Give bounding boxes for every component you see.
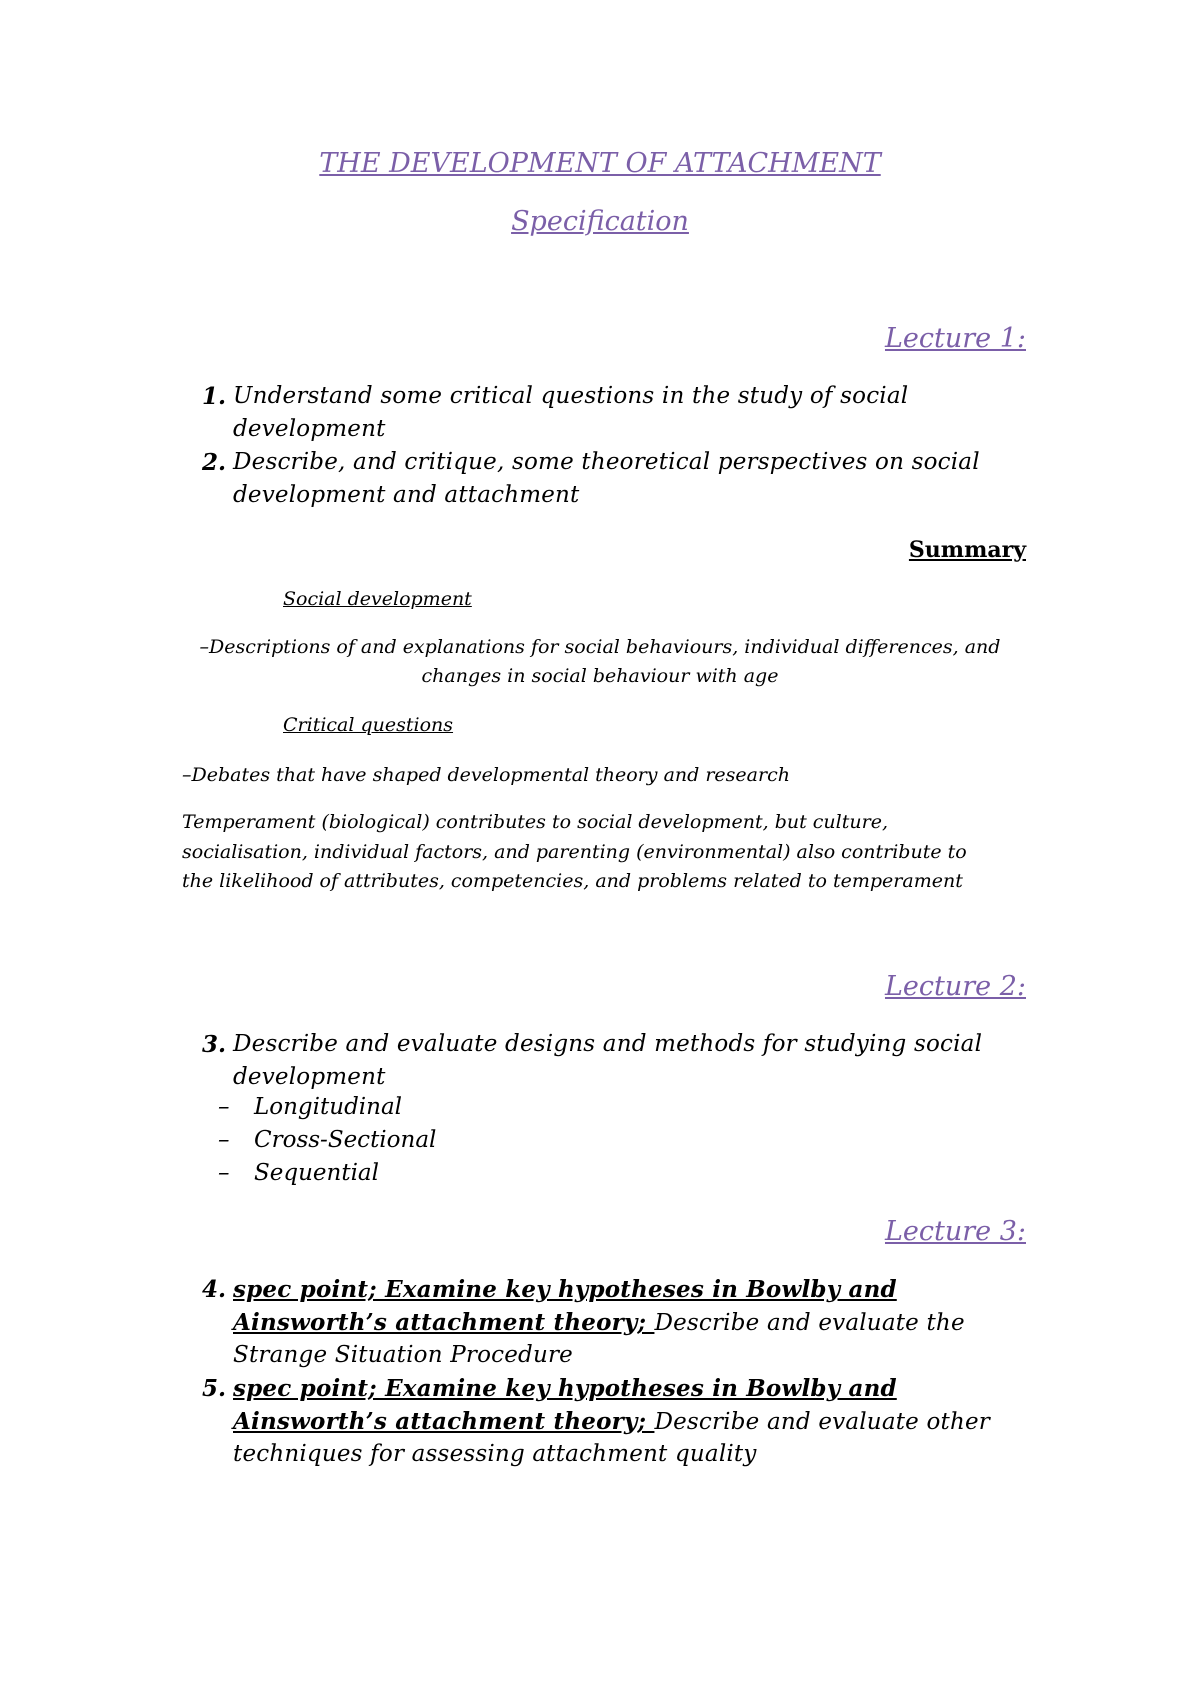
social-development-text-line-2: changes in social behaviour with age (421, 665, 779, 687)
social-development-text-line-1: –Descriptions of and explanations for social behaviours, individual differences, and (199, 636, 1001, 658)
critical-questions-text: –Debates that have shaped developmental theory and research (182, 764, 790, 786)
design-item-cross-sectional (218, 1127, 436, 1153)
item-1-number: 1. (201, 383, 226, 410)
item-2-line-1: Describe, and critique, some theoretical perspectives on social (233, 449, 980, 475)
document-title: THE DEVELOPMENT OF ATTACHMENT (319, 148, 881, 179)
spec-point-label: Ainsworth’s attachment theory; (233, 1408, 655, 1435)
item-2-line-2: development and attachment (233, 482, 580, 508)
item-5-description: Describe and evaluate other (654, 1409, 991, 1435)
item-4-line-2 (233, 1306, 965, 1340)
lecture-3-heading: Lecture 3: (884, 1216, 1026, 1247)
document-subtitle: Specification (511, 206, 689, 237)
item-3-number: 3. (201, 1031, 226, 1058)
item-5-line-1 (233, 1372, 897, 1406)
dash-bullet: – (218, 1127, 230, 1153)
temperament-line-2: socialisation, individual factors, and parenting (environmental) also contribute to (182, 841, 967, 863)
item-3-line-1: Describe and evaluate designs and methods for studying social (233, 1031, 983, 1057)
design-item-sequential (218, 1160, 379, 1186)
critical-questions-heading: Critical questions (283, 714, 454, 736)
item-5-line-3: techniques for assessing attachment quality (233, 1441, 757, 1467)
spec-point-label: spec point; Examine key hypotheses in Bowlby and (233, 1375, 897, 1402)
design-item-longitudinal (218, 1094, 402, 1120)
item-4-line-1 (233, 1273, 897, 1307)
lecture-1-heading: Lecture 1: (884, 323, 1026, 354)
social-development-heading: Social development (283, 588, 472, 610)
spec-point-label: Ainsworth’s attachment theory; (233, 1309, 655, 1336)
summary-heading: Summary (908, 537, 1026, 563)
spec-point-label: spec point; Examine key hypotheses in Bowlby and (233, 1276, 897, 1303)
item-2-number: 2. (201, 449, 226, 476)
item-4-description: Describe and evaluate the (654, 1310, 965, 1336)
design-label: Cross-Sectional (254, 1127, 437, 1153)
item-4-line-3: Strange Situation Procedure (233, 1342, 573, 1368)
item-5-line-2 (233, 1405, 990, 1439)
dash-bullet: – (218, 1094, 230, 1120)
design-label: Longitudinal (254, 1094, 403, 1120)
item-4-number: 4. (201, 1276, 226, 1303)
temperament-line-3: the likelihood of attributes, competencies, and problems related to temperament (182, 870, 963, 892)
dash-bullet: – (218, 1160, 230, 1186)
item-5-number: 5. (201, 1375, 226, 1402)
item-3-line-2: development (233, 1064, 386, 1090)
item-1-line-1: Understand some critical questions in the study of social (233, 383, 909, 409)
design-label: Sequential (254, 1160, 379, 1186)
temperament-line-1: Temperament (biological) contributes to social development, but culture, (182, 811, 888, 833)
lecture-2-heading: Lecture 2: (884, 971, 1026, 1002)
item-1-line-2: development (233, 416, 386, 442)
